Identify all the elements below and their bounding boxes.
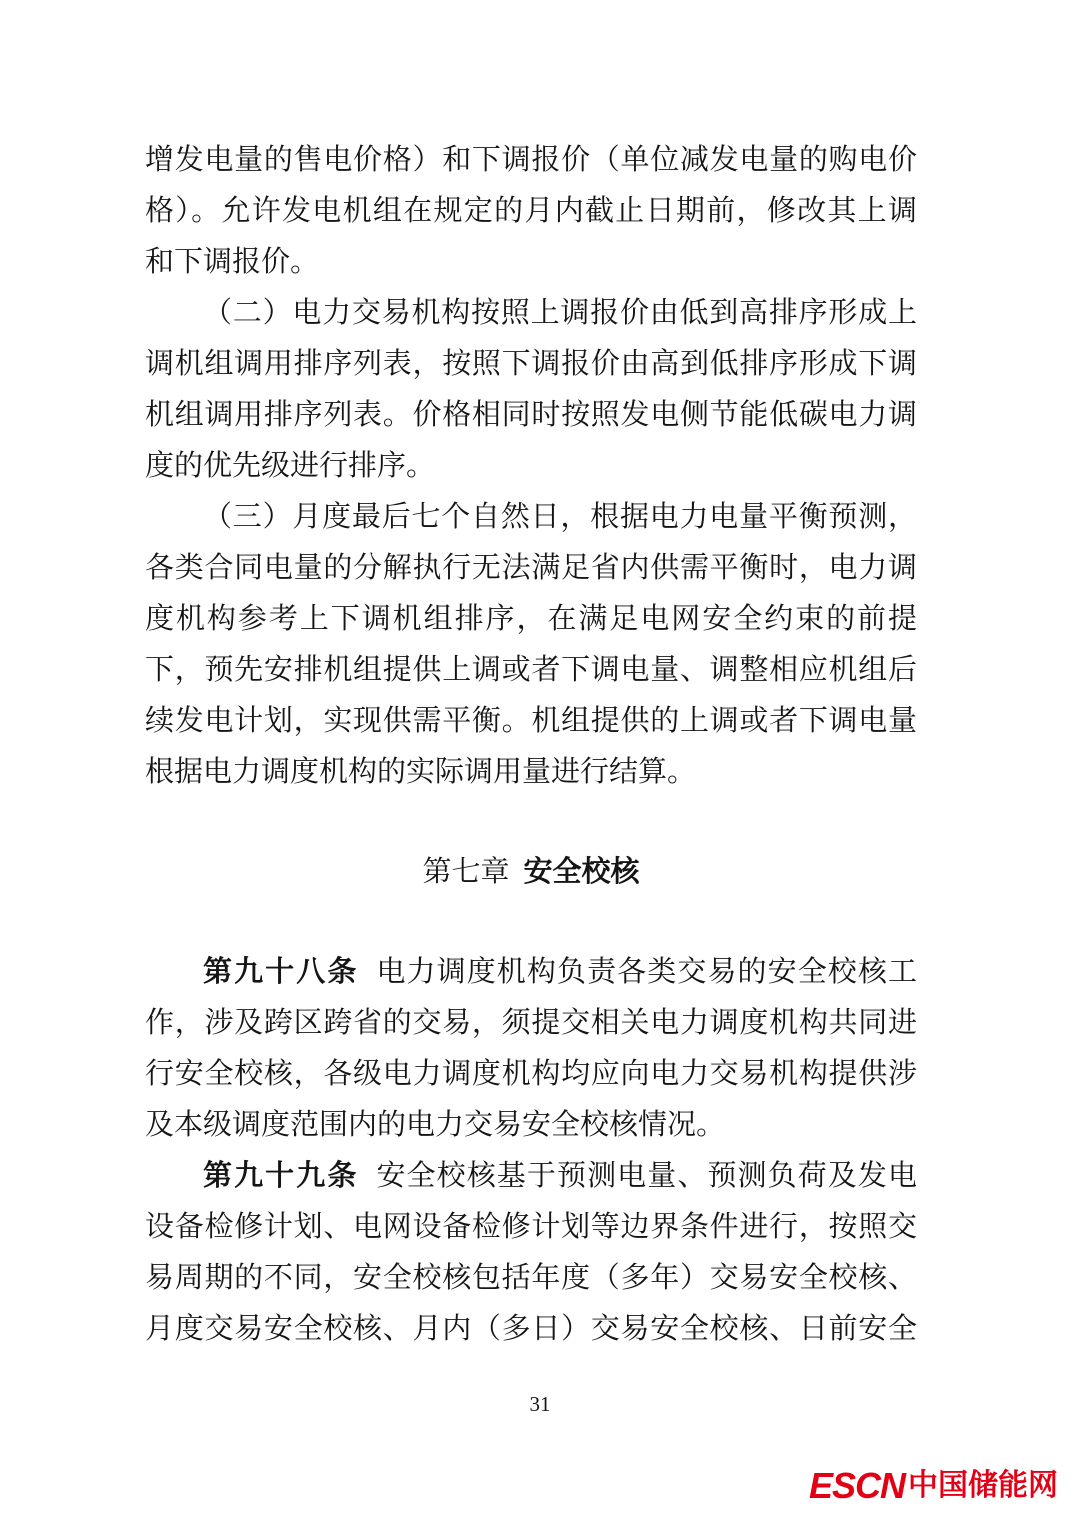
text-line: 度的优先级进行排序。 bbox=[145, 450, 436, 482]
text-line: 及本级调度范围内的电力交易安全校核情况。 bbox=[145, 1109, 726, 1141]
text-line: （三）月度最后七个自然日，根据电力电量平衡预测， bbox=[203, 501, 917, 533]
text-line: 调机组调用排序列表，按照下调报价由高到低排序形成下调 bbox=[145, 348, 917, 380]
chapter-heading bbox=[145, 847, 917, 898]
escn-logo-cjk: 中国储能网 bbox=[908, 1469, 1058, 1502]
text-line: 和下调报价。 bbox=[145, 246, 320, 278]
text-line: 机组调用排序列表。价格相同时按照发电侧节能低碳电力调 bbox=[145, 399, 917, 431]
chapter-heading-number: 第七章 bbox=[422, 856, 510, 888]
escn-logo-latin: ESCN bbox=[808, 1465, 905, 1506]
article-number: 第九十九条 bbox=[203, 1160, 359, 1192]
text-line: 增发电量的售电价格）和下调报价（单位减发电量的购电价 bbox=[145, 144, 917, 176]
document-body bbox=[145, 135, 917, 1355]
text-line: 续发电计划，实现供需平衡。机组提供的上调或者下调电量 bbox=[145, 705, 917, 737]
chapter-heading-title: 安全校核 bbox=[523, 856, 640, 888]
text-line: 格）。允许发电机组在规定的月内截止日期前，修改其上调 bbox=[145, 195, 917, 227]
text-line bbox=[145, 947, 917, 998]
escn-logo bbox=[808, 1465, 1058, 1506]
text-line: 各类合同电量的分解执行无法满足省内供需平衡时，电力调 bbox=[145, 552, 917, 584]
text-line: 作，涉及跨区跨省的交易，须提交相关电力调度机构共同进 bbox=[145, 1007, 917, 1039]
text-line: 度机构参考上下调机组排序，在满足电网安全约束的前提 bbox=[145, 603, 917, 635]
text-line-content: 电力调度机构负责各类交易的安全校核工 bbox=[376, 956, 917, 988]
text-line bbox=[145, 1151, 917, 1202]
text-line: 下，预先安排机组提供上调或者下调电量、调整相应机组后 bbox=[145, 654, 917, 686]
page-number: 31 bbox=[529, 1392, 551, 1416]
text-line: 行安全校核，各级电力调度机构均应向电力交易机构提供涉 bbox=[145, 1058, 917, 1090]
text-line-content: 安全校核基于预测电量、预测负荷及发电 bbox=[376, 1160, 917, 1192]
text-line: 设备检修计划、电网设备检修计划等边界条件进行，按照交 bbox=[145, 1211, 917, 1243]
text-line: （二）电力交易机构按照上调报价由低到高排序形成上 bbox=[203, 297, 917, 329]
text-line: 根据电力调度机构的实际调用量进行结算。 bbox=[145, 756, 697, 788]
article-number: 第九十八条 bbox=[203, 956, 359, 988]
text-line: 月度交易安全校核、月内（多日）交易安全校核、日前安全 bbox=[145, 1313, 917, 1345]
text-line: 易周期的不同，安全校核包括年度（多年）交易安全校核、 bbox=[145, 1262, 917, 1294]
